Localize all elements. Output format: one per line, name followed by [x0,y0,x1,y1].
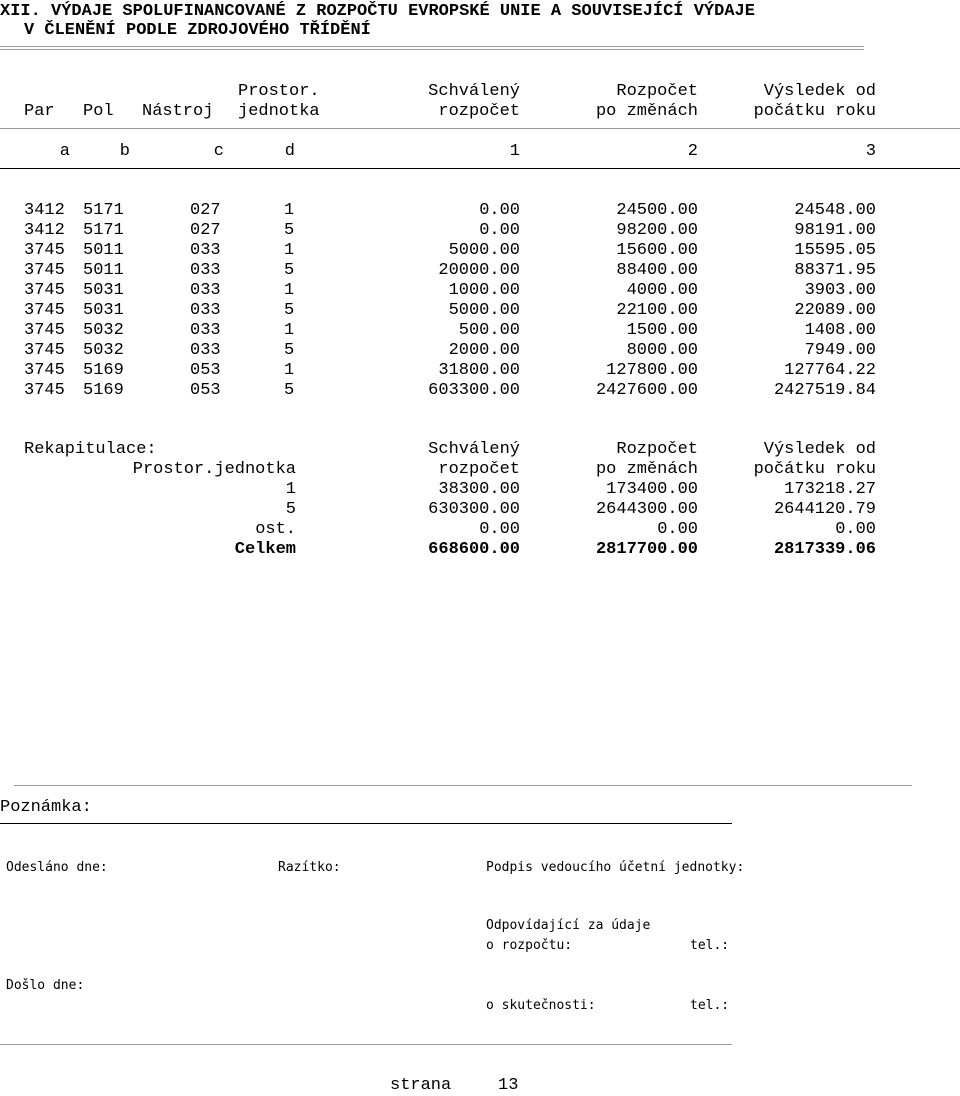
index-d: d [284,142,295,161]
cell-pol: 5031 [83,301,124,320]
cell-nastroj: 033 [190,321,221,340]
index-divider [0,168,960,169]
recap-cell-schvaleny: 0.00 [479,520,520,539]
cell-schvaleny: 31800.00 [438,361,520,380]
recap-unit-header: Prostor.jednotka [132,460,296,479]
signature-label: Podpis vedoucího účetní jednotky: [486,860,745,875]
cell-par: 3745 [24,261,65,280]
recap-rozpocet-2: po změnách [595,460,698,479]
cell-rozpocet: 2427600.00 [595,381,698,400]
cell-par: 3745 [24,301,65,320]
recap-cell-schvaleny: 38300.00 [438,480,520,499]
cell-nastroj: 033 [190,341,221,360]
header-schvaleny-1: Schválený [428,82,520,101]
budget-contact-label: o rozpočtu: [486,938,573,953]
recap-cell-vysledek: 173218.27 [784,480,876,499]
index-a: a [59,142,70,161]
cell-schvaleny: 2000.00 [448,341,520,360]
recap-cell-rozpocet: 173400.00 [606,480,698,499]
cell-rozpocet: 24500.00 [616,201,698,220]
cell-nastroj: 027 [190,221,221,240]
header-pol: Pol [83,102,114,121]
recap-rozpocet-1: Rozpočet [616,440,698,459]
cell-rozpocet: 1500.00 [626,321,698,340]
cell-par: 3745 [24,361,65,380]
cell-nastroj: 033 [190,261,221,280]
cell-nastroj: 033 [190,241,221,260]
index-1: 1 [509,142,520,161]
cell-par: 3412 [24,221,65,240]
cell-jednotka: 1 [284,361,295,380]
cell-rozpocet: 127800.00 [606,361,698,380]
budget-phone-label: tel.: [690,938,730,953]
recap-label: Rekapitulace: [24,440,157,459]
cell-par: 3745 [24,281,65,300]
cell-pol: 5011 [83,261,124,280]
recap-total-label: Celkem [234,540,296,559]
cell-schvaleny: 5000.00 [448,241,520,260]
signature-divider [0,1044,732,1045]
header-prostor-1: Prostor. [238,82,320,101]
cell-par: 3745 [24,241,65,260]
cell-pol: 5171 [83,221,124,240]
page-label: strana [390,1076,452,1095]
cell-jednotka: 5 [284,221,295,240]
recap-cell-rozpocet: 0.00 [657,520,698,539]
header-prostor-2: jednotka [238,102,320,121]
cell-vysledek: 2427519.84 [773,381,876,400]
footer-divider [14,785,912,786]
cell-pol: 5169 [83,361,124,380]
cell-nastroj: 053 [190,361,221,380]
cell-rozpocet: 98200.00 [616,221,698,240]
recap-cell-unit: ost. [255,520,296,539]
cell-rozpocet: 4000.00 [626,281,698,300]
header-rozpocet-2: po změnách [595,102,698,121]
recap-total-schvaleny: 668600.00 [428,540,520,559]
cell-vysledek: 98191.00 [794,221,876,240]
header-vysledek-2: počátku roku [753,102,876,121]
recap-vysledek-2: počátku roku [753,460,876,479]
cell-pol: 5031 [83,281,124,300]
cell-jednotka: 1 [284,281,295,300]
cell-schvaleny: 603300.00 [428,381,520,400]
index-2: 2 [687,142,698,161]
recap-cell-unit: 5 [285,500,296,519]
cell-jednotka: 5 [284,381,295,400]
recap-cell-vysledek: 0.00 [835,520,876,539]
cell-vysledek: 7949.00 [804,341,876,360]
cell-nastroj: 033 [190,301,221,320]
cell-vysledek: 1408.00 [804,321,876,340]
cell-jednotka: 5 [284,341,295,360]
cell-vysledek: 3903.00 [804,281,876,300]
cell-nastroj: 027 [190,201,221,220]
cell-rozpocet: 22100.00 [616,301,698,320]
sent-date-label: Odesláno dne: [6,860,108,875]
cell-nastroj: 033 [190,281,221,300]
cell-jednotka: 1 [284,321,295,340]
note-underline [0,823,732,824]
cell-jednotka: 5 [284,261,295,280]
cell-vysledek: 88371.95 [794,261,876,280]
cell-par: 3745 [24,381,65,400]
recap-cell-vysledek: 2644120.79 [773,500,876,519]
cell-vysledek: 15595.05 [794,241,876,260]
cell-schvaleny: 0.00 [479,221,520,240]
cell-par: 3745 [24,341,65,360]
cell-rozpocet: 8000.00 [626,341,698,360]
cell-schvaleny: 1000.00 [448,281,520,300]
cell-par: 3745 [24,321,65,340]
header-par: Par [24,102,55,121]
cell-nastroj: 053 [190,381,221,400]
cell-pol: 5169 [83,381,124,400]
title-divider [0,46,864,47]
actuals-phone-label: tel.: [690,998,730,1013]
cell-vysledek: 24548.00 [794,201,876,220]
cell-schvaleny: 20000.00 [438,261,520,280]
cell-rozpocet: 15600.00 [616,241,698,260]
cell-pol: 5032 [83,341,124,360]
cell-jednotka: 5 [284,301,295,320]
cell-pol: 5032 [83,321,124,340]
header-schvaleny-2: rozpočet [438,102,520,121]
stamp-label: Razítko: [278,860,341,875]
report-title-line2: V ČLENĚNÍ PODLE ZDROJOVÉHO TŘÍDĚNÍ [24,21,371,40]
note-label: Poznámka: [0,798,92,817]
responsible-label: Odpovídající za údaje [486,918,651,933]
cell-vysledek: 22089.00 [794,301,876,320]
header-rozpocet-1: Rozpočet [616,82,698,101]
report-title-line1: XII. VÝDAJE SPOLUFINANCOVANÉ Z ROZPOČTU EVROPSKÉ UNIE A SOUVISEJÍCÍ VÝDAJE [0,2,755,21]
cell-vysledek: 127764.22 [784,361,876,380]
index-b: b [119,142,130,161]
cell-schvaleny: 500.00 [458,321,520,340]
recap-vysledek-1: Výsledek od [763,440,876,459]
title-divider-2 [0,49,864,50]
header-nastroj: Nástroj [142,102,214,121]
cell-rozpocet: 88400.00 [616,261,698,280]
index-3: 3 [865,142,876,161]
recap-schvaleny-1: Schválený [428,440,520,459]
recap-cell-unit: 1 [285,480,296,499]
recap-schvaleny-2: rozpočet [438,460,520,479]
recap-total-rozpocet: 2817700.00 [595,540,698,559]
recap-cell-rozpocet: 2644300.00 [595,500,698,519]
cell-schvaleny: 0.00 [479,201,520,220]
received-date-label: Došlo dne: [6,978,85,993]
page-number: 13 [498,1076,519,1095]
recap-total-vysledek: 2817339.06 [773,540,876,559]
cell-schvaleny: 5000.00 [448,301,520,320]
cell-jednotka: 1 [284,241,295,260]
actuals-contact-label: o skutečnosti: [486,998,596,1013]
cell-pol: 5171 [83,201,124,220]
cell-jednotka: 1 [284,201,295,220]
cell-par: 3412 [24,201,65,220]
cell-pol: 5011 [83,241,124,260]
header-vysledek-1: Výsledek od [763,82,876,101]
recap-cell-schvaleny: 630300.00 [428,500,520,519]
index-c: c [213,142,224,161]
header-divider [0,128,960,129]
